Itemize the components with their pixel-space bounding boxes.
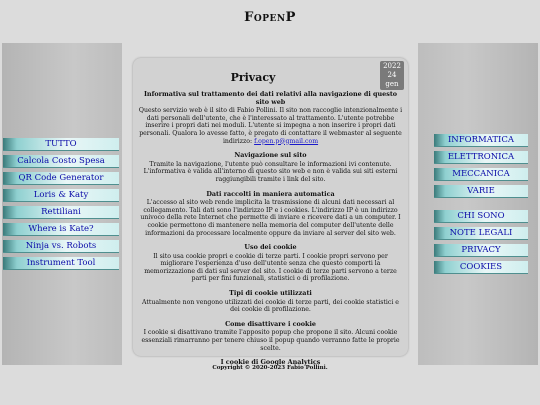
section-heading: Navigazione sul sito <box>234 151 307 160</box>
section-text: I cookie si disattivano tramite l'apposito popup che propone il sito. Alcuni cookie essenziali rimarranno per tenere chiuso il popup quando verranno fatte le proprie scelte. <box>141 329 400 352</box>
nav-meccanica[interactable]: MECCANICA <box>434 168 528 181</box>
privacy-card <box>133 58 408 367</box>
section-dati-raccolti <box>137 191 404 238</box>
right-nav <box>434 134 528 278</box>
section-text: L'accesso al sito web rende implicita la trasmissione di alcuni dati necessari al collegamento. Tali dati sono l'indirizzo IP e i cookies. L'indirizzo IP è un indirizzo univoco della rete Internet che permette di inviare e ricevere dati a un computer. I cookie permettono di mantenere nella memoria del computer dell'utente delle informazioni da processare localmente oppure da inviare al server del sito web. <box>140 199 401 237</box>
nav-varie[interactable]: VARIE <box>434 185 528 198</box>
section-uso-cookie <box>137 244 404 283</box>
site-title-initial: F <box>244 10 254 25</box>
card-body <box>137 91 404 374</box>
nav-where-is-kate[interactable]: Where is Kate? <box>3 223 119 236</box>
page-title: Privacy <box>230 71 276 84</box>
section-heading: Come disattivare i cookie <box>225 319 316 328</box>
nav-loris-katy[interactable]: Loris & Katy <box>3 189 119 202</box>
nav-cookies[interactable]: COOKIES <box>434 261 528 274</box>
nav-chi-sono[interactable]: CHI SONO <box>434 210 528 223</box>
section-text: Tramite la navigazione, l'utente può consultare le informazioni ivi contenute. L'informativa è valida all'interno di questo sito web e non è valida sui siti esterni raggiungibili tramite i link del sito. <box>143 160 398 183</box>
section-text <box>137 107 404 145</box>
section-text-body: Questo servizio web è il sito di Fabio Pollini. Il sito non raccoglie intenzionalmente i dati personali dell'utente, che è l'interessato al trattamento. L'utente potrebbe inserire i propri dati nei moduli. L'utente si impegna a non inserire i propri dati personali. Qualora lo avesse fatto, è pregato di contattare il webmaster al seguente indirizzo: <box>138 107 403 145</box>
footer-copyright: Copyright © 2020-2023 Fabio Pollini. <box>212 365 328 371</box>
nav-rettiliani[interactable]: Rettiliani <box>3 206 119 219</box>
section-heading: Dati raccolti in maniera automatica <box>206 189 335 198</box>
nav-elettronica[interactable]: ELETTRONICA <box>434 151 528 164</box>
nav-ninja-vs-robots[interactable]: Ninja vs. Robots <box>3 240 119 253</box>
webmaster-email-link[interactable]: f.open.p@gmail.com <box>254 137 319 145</box>
nav-spacer <box>434 202 528 210</box>
nav-tutto[interactable]: TUTTO <box>3 138 119 151</box>
date-day: 24 gen <box>385 71 399 88</box>
site-title-end: P <box>285 10 296 25</box>
left-nav <box>3 138 119 270</box>
section-navigazione <box>137 152 404 183</box>
nav-qr-code-generator[interactable]: QR Code Generator <box>3 172 119 185</box>
nav-informatica[interactable]: INFORMATICA <box>434 134 528 147</box>
section-heading: I cookie di Google Analytics <box>220 358 321 367</box>
section-heading: Informativa sul trattamento dei dati relativi alla navigazione di questo sito web <box>143 90 398 106</box>
site-title-middle: OPEN <box>253 14 286 24</box>
nav-calcola-costo-spesa[interactable]: Calcola Costo Spesa <box>3 155 119 168</box>
date-year: 2022 <box>383 62 401 70</box>
site-title[interactable] <box>0 10 540 25</box>
section-heading: Tipi di cookie utilizzati <box>229 289 312 298</box>
section-heading: Uso dei cookie <box>244 243 297 252</box>
section-informativa <box>137 91 404 145</box>
date-badge <box>380 61 404 90</box>
section-tipi-cookie <box>137 290 404 314</box>
nav-instrument-tool[interactable]: Instrument Tool <box>3 257 119 270</box>
nav-privacy[interactable]: PRIVACY <box>434 244 528 257</box>
section-text: Attualmente non vengono utilizzati dei cookie di terze parti, dei cookie statistici e dei cookie di profilazione. <box>142 298 399 314</box>
section-disattivare-cookie <box>137 321 404 352</box>
section-text: Il sito usa cookie propri e cookie di terze parti. I cookie propri servono per migliorare l'esperienza d'uso dell'utente senza che questo comporti la memorizzazione di dati sul server del sito. I cookie di terze parti servono a terze parti per fini funzionali, statistici o di profilazione. <box>144 252 397 283</box>
nav-note-legali[interactable]: NOTE LEGALI <box>434 227 528 240</box>
